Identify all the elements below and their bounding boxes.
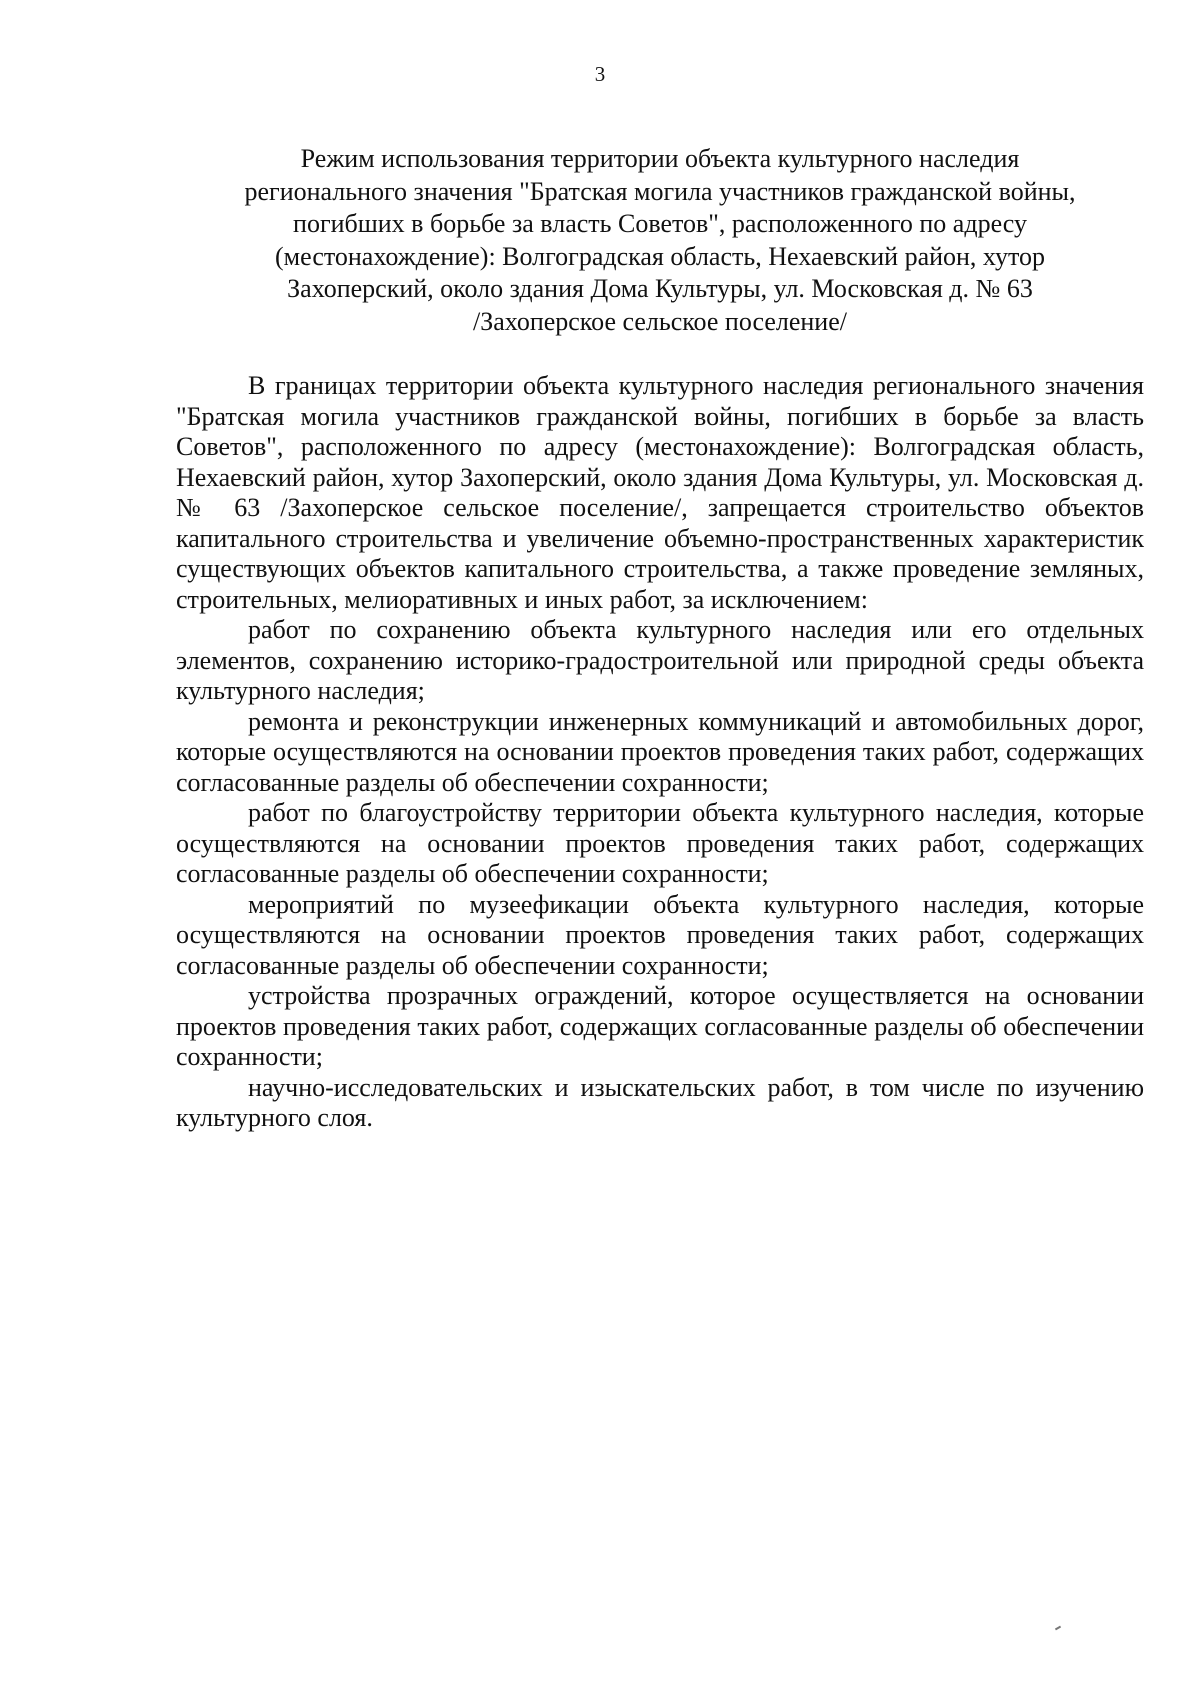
body-paragraph-exception: работ по сохранению объекта культурного наследия или его отдельных элементов, сохранению историко-градостроительной или природной среды объекта культурного наследия; <box>176 615 1144 705</box>
title-line: /Захоперское сельское поселение/ <box>473 306 847 336</box>
title-line: Режим использования территории объекта культурного наследия <box>300 144 1020 173</box>
body-paragraph-intro: В границах территории объекта культурного наследия регионального значения "Братская могила участников гражданской войны, погибших в борьбе за власть Советов", расположенного по адресу (местонахождение): Волгоградская область, Нехаевский район, хутор Захоперский, около здания Дома Культуры, ул. Московская д. № 63 /Захоперское сельское поселение/, запрещается строительство объектов капитального строительства и увеличение объемно-пространственных характеристик существующих объектов капитального строительства, а также проведение земляных, строительных, мелиоративных и иных работ, за исключением: <box>176 371 1144 614</box>
title-line: (местонахождение): Волгоградская область, Нехаевский район, хутор <box>275 241 1045 271</box>
title-line: регионального значения "Братская могила участников гражданской войны, <box>244 176 1076 206</box>
body-paragraph-exception: научно-исследовательских и изыскательских работ, в том числе по изучению культурного слоя. <box>176 1072 1144 1132</box>
body-paragraph-exception: ремонта и реконструкции инженерных коммуникаций и автомобильных дорог, которые осуществляются на основании проектов проведения таких работ, содержащих согласованные разделы об обеспечении сохранности; <box>176 706 1144 797</box>
page-number: 3 <box>594 62 606 86</box>
title-line: погибших в борьбе за власть Советов", расположенного по адресу <box>293 209 1027 238</box>
document-title <box>180 143 1140 338</box>
body-paragraph-exception: работ по благоустройству территории объекта культурного наследия, которые осуществляются на основании проектов проведения таких работ, содержащих согласованные разделы об обеспечении сохранности; <box>176 798 1144 888</box>
scan-speck <box>1055 1626 1061 1631</box>
body-paragraph-exception: устройства прозрачных ограждений, которое осуществляется на основании проектов проведения таких работ, содержащих согласованные разделы об обеспечении сохранности; <box>176 981 1144 1071</box>
title-line: Захоперский, около здания Дома Культуры, ул. Московская д. № 63 <box>287 274 1033 303</box>
document-body <box>176 371 1144 1134</box>
body-paragraph-exception: мероприятий по музеефикации объекта культурного наследия, которые осуществляются на основании проектов проведения таких работ, содержащих согласованные разделы об обеспечении сохранности; <box>176 889 1144 980</box>
